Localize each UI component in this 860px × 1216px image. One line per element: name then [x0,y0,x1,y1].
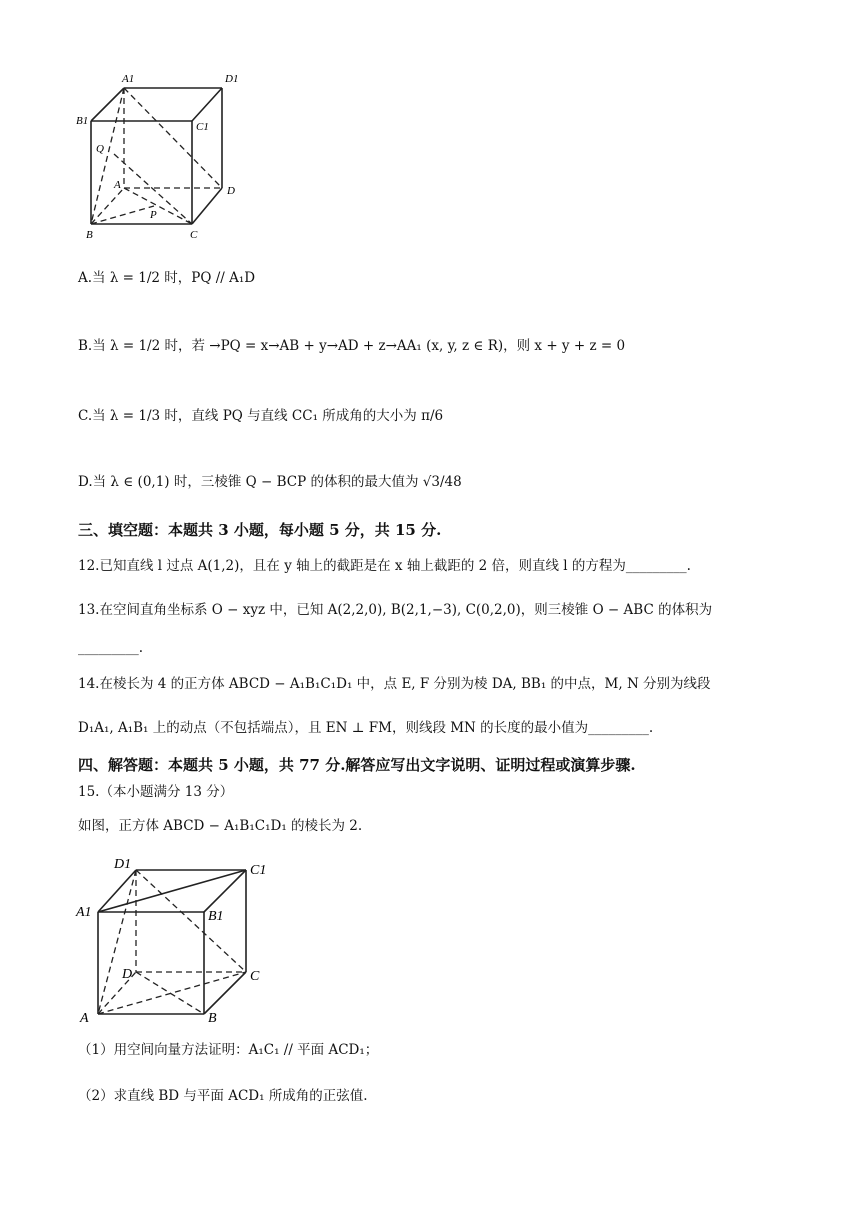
question-15-part-1: （1）用空间向量方法证明：A₁C₁ // 平面 ACD₁； [78,1042,379,1058]
section-3-heading: 三、填空题：本题共 3 小题，每小题 5 分，共 15 分. [78,521,442,539]
option-b: B.当 λ = 1/2 时，若 →PQ = x→AB + y→AD + z→AA₁ (x, y, z ∈ R)，则 x + y + z = 0 [78,338,626,354]
vertex-label-D1: D1 [225,73,239,85]
cube-figure-1 [72,66,252,244]
point-label-Q: Q [96,143,104,155]
vertex-label-C1: C1 [196,121,209,133]
vertex-label-B: B [208,1011,217,1026]
option-c: C.当 λ = 1/3 时，直线 PQ 与直线 CC₁ 所成角的大小为 π/6 [78,408,444,424]
question-15-part-2: （2）求直线 BD 与平面 ACD₁ 所成角的正弦值. [78,1088,368,1104]
question-13-line-1: 13.在空间直角坐标系 O − xyz 中，已知 A(2,2,0), B(2,1,−3), C(0,2,0)，则三棱锥 O − ABC 的体积为 [78,602,713,618]
vertex-label-A1: A1 [76,905,92,920]
vertex-label-B1: B1 [76,115,89,127]
vertex-label-A1: A1 [122,73,135,85]
question-15-intro: 如图，正方体 ABCD − A₁B₁C₁D₁ 的棱长为 2. [78,818,363,834]
vertex-label-A: A [80,1011,89,1026]
question-14-line-1: 14.在棱长为 4 的正方体 ABCD − A₁B₁C₁D₁ 中，点 E, F 分别为棱 DA, BB₁ 的中点，M, N 分别为线段 [78,676,711,692]
section-4-heading: 四、解答题：本题共 5 小题，共 77 分.解答应写出文字说明、证明过程或演算步骤. [78,756,636,774]
vertex-label-D: D [122,967,133,982]
cube-figure-2 [74,852,274,1026]
option-a: A.当 λ = 1/2 时，PQ // A₁D [78,270,256,286]
vertex-label-C: C [250,969,260,984]
vertex-label-A: A [114,179,121,191]
point-label-P: P [150,209,157,221]
question-13-line-2: _________. [78,640,144,656]
vertex-label-C1: C1 [250,863,267,878]
question-15-title: 15.（本小题满分 13 分） [78,784,234,800]
vertex-label-C: C [190,229,198,241]
vertex-label-B1: B1 [208,909,224,924]
vertex-label-D1: D1 [114,857,132,872]
question-12: 12.已知直线 l 过点 A(1,2)，且在 y 轴上的截距是在 x 轴上截距的 2 倍，则直线 l 的方程为_________. [78,558,691,574]
vertex-label-D: D [227,185,235,197]
option-d: D.当 λ ∈ (0,1) 时，三棱锥 Q − BCP 的体积的最大值为 √3/48 [78,474,462,490]
vertex-label-B: B [86,229,93,241]
question-14-line-2: D₁A₁, A₁B₁ 上的动点（不包括端点），且 EN ⊥ FM，则线段 MN 的长度的最小值为_________. [78,720,654,736]
